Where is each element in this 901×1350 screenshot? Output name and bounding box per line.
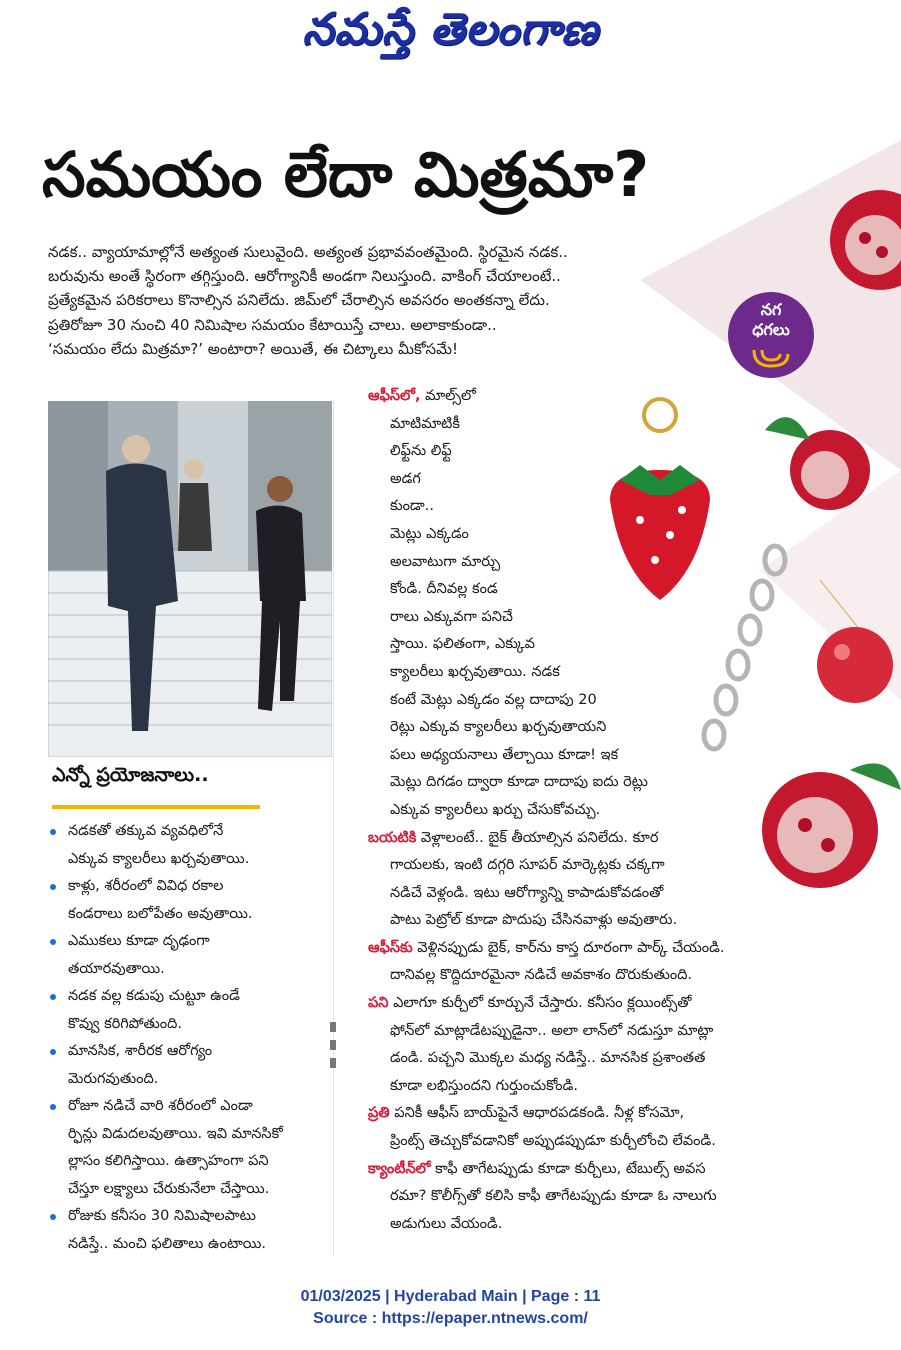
tip-paragraph	[368, 1156, 838, 1239]
badge-line: ధగలు	[752, 320, 790, 339]
list-item-line: చేస్తూ లక్ష్యాలు చేరుకునేలా చేస్తాయి.	[68, 1180, 270, 1197]
tip-line: గాయలకు, ఇంటి దగ్గరి సూపర్ మార్కెట్లకు చక్కగా	[390, 857, 665, 874]
list-item-line: ఎక్కువ క్యాలరీలు ఖర్చవుతాయి.	[68, 850, 250, 867]
tip-line: కుండా..	[390, 498, 434, 515]
badge-swirl-icon	[750, 346, 792, 370]
tip-line: పలు అధ్యయనాలు తేల్చాయి కూడా! ఇక	[390, 746, 619, 763]
newspaper-logo: నమస్తే తెలంగాణ	[302, 4, 599, 55]
tip-line: ఫోన్‌లో మాట్లాడేటప్పుడైనా.. అలా లాన్‌లో నడుస్తూ మాట్లా	[390, 1022, 714, 1039]
tip-line: అలవాటుగా మార్చు	[390, 553, 501, 570]
tip-line: ప్రింట్స్ తెచ్చుకోవడానికో అప్పుడప్పుడూ కుర్చీలోంచి లేవండి.	[390, 1133, 716, 1150]
source-link[interactable]: Source : https://epaper.ntnews.com/	[313, 1310, 588, 1327]
tip-text: మాల్స్‌లో	[420, 388, 476, 404]
tip-line: క్యాలరీలు ఖర్చవుతాయి. నడక	[390, 663, 560, 680]
intro-line: ప్రతిరోజూ 30 నుంచి 40 నిమిషాల సమయం కేటాయిస్తే చాలు. అలాకాకుండా..	[48, 315, 497, 334]
tip-paragraph	[368, 825, 838, 935]
list-item-line: మానసిక, శారీరక ఆరోగ్యం	[68, 1043, 213, 1059]
article-headline: సమయం లేదా మిత్రమా?	[42, 138, 650, 211]
list-item	[48, 1093, 328, 1203]
list-item-line: తయారవుతాయి.	[68, 960, 165, 977]
tip-line: మెట్లు దిగడం ద్వారా కూడా దాదాపు ఐదు రెట్లు	[390, 774, 648, 791]
stairs-photo	[48, 401, 332, 757]
tip-line: ఎక్కువ క్యాలరీలు ఖర్చు చేసుకోవచ్చు.	[390, 801, 601, 818]
tip-line: స్తాయి. ఫలితంగా, ఎక్కువ	[390, 636, 535, 653]
tip-text: కాఫీ తాగేటప్పుడు కూడా కుర్చీలు, టేబుల్స్ అవస	[430, 1160, 706, 1177]
tip-paragraph	[368, 990, 838, 1100]
tip-paragraph	[368, 383, 838, 825]
tip-paragraph	[368, 935, 838, 990]
intro-line: నడక.. వ్యాయామాల్లోనే అత్యంత సులువైంది. అత్యంత ప్రభావవంతమైంది. స్థిరమైన నడక..	[48, 243, 568, 261]
tip-lead: ఆఫీస్‌లో,	[368, 388, 421, 404]
tip-line: కంటే మెట్లు ఎక్కడం వల్ల దాదాపు 20	[390, 691, 597, 708]
tip-line: దానివల్ల కొద్దిదూరమైనా నడిచే అవకాశం దొరుకుతుంది.	[390, 967, 693, 984]
tips-column	[368, 383, 838, 1238]
tip-line: నడిచే వెళ్లండి. ఇటు ఆరోగ్యాన్ని కాపాడుకోవడంతో	[390, 884, 664, 901]
tip-lead: క్యాంటీన్‌లో	[368, 1160, 431, 1177]
list-item-line: కాళ్లు, శరీరంలో వివిధ రకాల	[68, 878, 224, 894]
tip-line: లిఫ్ట్‌ను లిఫ్ట్	[390, 443, 452, 460]
list-item-line: ఎముకలు కూడా దృఢంగా	[68, 933, 210, 949]
list-item	[48, 818, 328, 873]
tip-text: వెళ్లాలంటే.. బైక్ తీయాల్సిన పనిలేదు. కూర	[416, 829, 659, 846]
tip-paragraph	[368, 1100, 838, 1155]
tip-line: రెట్లు ఎక్కువ క్యాలరీలు ఖర్చవుతాయని	[390, 719, 607, 736]
list-item	[48, 928, 328, 983]
tip-lead: బయటికి	[368, 829, 417, 846]
tip-line: పాటు పెట్రోల్ కూడా పొదుపు చేసినవాళ్లు అవుతారు.	[390, 912, 678, 929]
intro-line: ప్రత్యేకమైన పరికరాలు కొనాల్సిన పనిలేదు. జిమ్‌లో చేరాల్సిన అవసరం అంతకన్నా లేదు.	[48, 291, 550, 310]
intro-line: ‘సమయం లేదు మిత్రమా?’ అంటారా? అయితే, ఈ చిట్కాలు మీకోసమే!	[48, 339, 458, 358]
column-divider	[333, 401, 334, 1256]
tip-line: కూడా లభిస్తుందని గుర్తుంచుకోండి.	[390, 1077, 578, 1094]
list-item-line: మెరుగవుతుంది.	[68, 1070, 159, 1087]
tip-line: మెట్లు ఎక్కడం	[390, 525, 469, 542]
list-item	[48, 1203, 328, 1258]
badge-line: నగ	[760, 300, 782, 319]
list-item-line: ల్లాసం కలిగిస్తాయి. ఉత్సాహంగా పని	[68, 1153, 269, 1169]
intro-line: బరువును అంతే స్థిరంగా తగ్గిస్తుంది. ఆరోగ్యానికీ అండగా నిలుస్తుంది. వాకింగ్ చేయాలంటే..	[48, 267, 561, 286]
column-marker	[330, 1058, 336, 1068]
tip-lead: పని	[368, 995, 389, 1012]
list-item-line: నడక వల్ల కడుపు చుట్టూ ఉండే	[68, 988, 240, 1004]
list-item-line: కండరాలు బలోపేతం అవుతాయి.	[68, 905, 253, 922]
list-item	[48, 1038, 328, 1093]
tip-line: రమా? కొలీగ్స్‌తో కలిసి కాఫీ తాగేటప్పుడు కూడా ఓ నాలుగు	[390, 1188, 717, 1205]
list-item	[48, 983, 328, 1038]
tip-text: పనికీ ఆఫీస్ బాయ్‌పైనే ఆధారపడకండి. నీళ్ల కోసమో,	[389, 1105, 685, 1122]
tip-lead: ఆఫీస్‌కు	[368, 939, 413, 956]
section-badge	[728, 292, 814, 378]
page-footer	[0, 1286, 901, 1330]
list-item-line: నడకతో తక్కువ వ్యవధిలోనే	[68, 823, 224, 839]
tip-line: డండి. పచ్చని మొక్కల మధ్య నడిస్తే.. మానసిక ప్రశాంతత	[390, 1050, 706, 1067]
list-item-line: ర్ఫిన్లు విడుదలవుతాయి. ఇవి మానసికో	[68, 1125, 283, 1142]
list-item-line: రోజుకు కనీసం 30 నిమిషాలపాటు	[68, 1208, 256, 1224]
list-item-line: రోజూ నడిచే వారి శరీరంలో ఎండా	[68, 1098, 253, 1114]
list-item-line: కొవ్వు కరిగిపోతుంది.	[68, 1015, 183, 1032]
benefits-list	[48, 818, 328, 1258]
column-marker	[330, 1022, 336, 1032]
list-item	[48, 873, 328, 928]
tip-line: కోండి. దీనివల్ల కండ	[390, 581, 498, 598]
list-item-line: నడిస్తే.. మంచి ఫలితాలు ఉంటాయి.	[68, 1235, 267, 1252]
edition-info: 01/03/2025 | Hyderabad Main | Page : 11	[300, 1288, 601, 1305]
column-marker	[330, 1040, 336, 1050]
intro-paragraph	[48, 240, 728, 361]
masthead	[0, 4, 901, 76]
tip-line: అడుగులు వేయండి.	[390, 1215, 503, 1232]
tip-text: వెళ్లినప్పుడు బైక్, కార్‌ను కాస్త దూరంగా పార్క్ చేయండి.	[412, 939, 725, 956]
tip-line: మాటిమాటికీ	[390, 415, 460, 432]
tip-line: అడగ	[390, 470, 421, 487]
benefits-title: ఎన్నో ప్రయోజనాలు..	[52, 764, 209, 786]
tip-lead: ప్రతి	[368, 1105, 390, 1122]
benefits-underline	[52, 805, 260, 809]
tip-line: రాలు ఎక్కువగా పనిచే	[390, 608, 513, 625]
tip-text: ఎలాగూ కుర్చీలో కూర్చునే చేస్తారు. కనీసం క్లయింట్స్‌తో	[388, 995, 692, 1012]
